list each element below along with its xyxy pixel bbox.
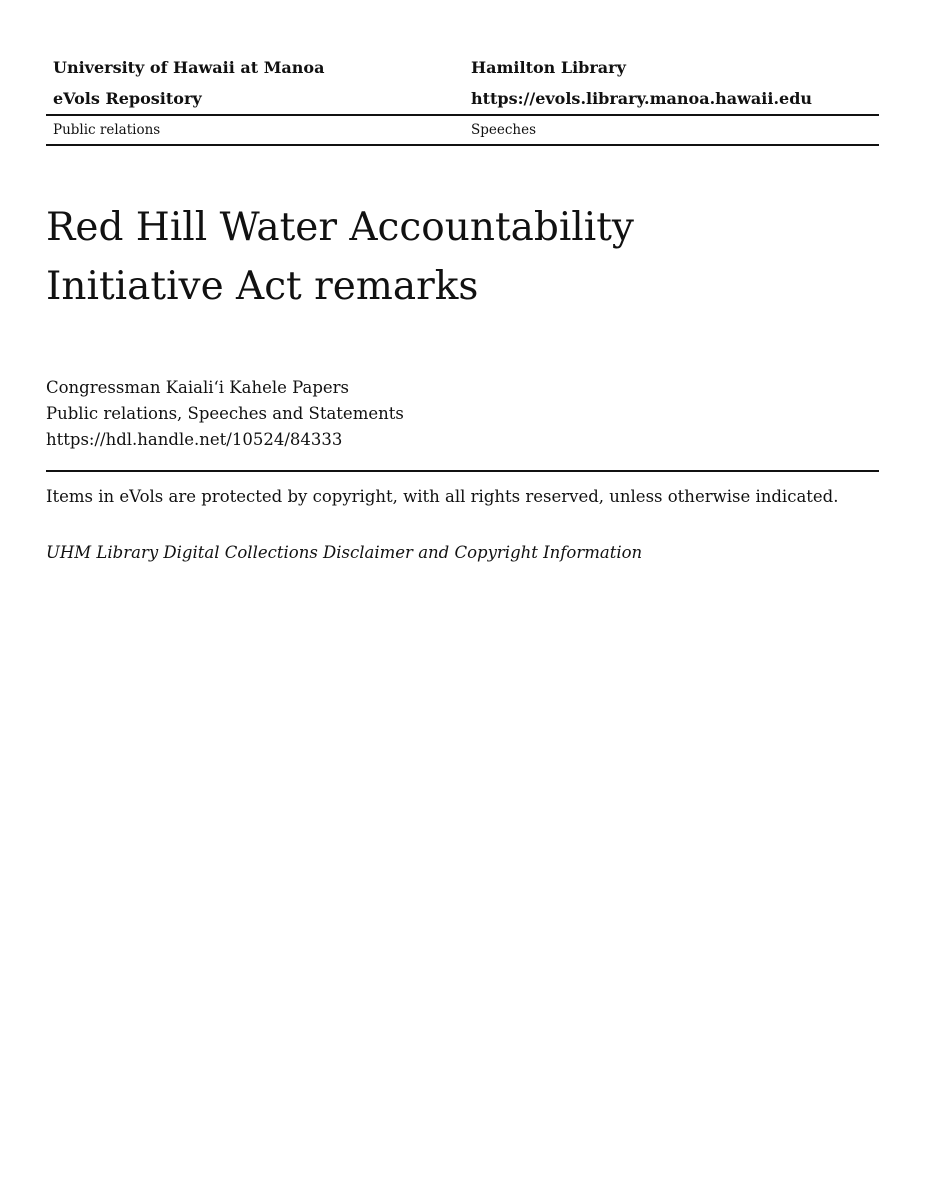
document-title bbox=[46, 198, 666, 316]
header-row-1 bbox=[46, 52, 879, 83]
header-divider-bottom bbox=[46, 144, 879, 146]
rights-notice: Items in eVols are protected by copyright, with all rights reserved, unless otherwise indicated. bbox=[46, 487, 839, 506]
series-name: Public relations, Speeches and Statements bbox=[46, 404, 404, 423]
cover-page bbox=[46, 52, 879, 565]
category-left: Public relations bbox=[53, 122, 161, 138]
repository-name: eVols Repository bbox=[53, 89, 202, 108]
header-row-2 bbox=[46, 83, 879, 114]
header-table bbox=[46, 52, 879, 146]
document-metadata bbox=[46, 375, 879, 453]
disclaimer-link[interactable]: UHM Library Digital Collections Disclaimer and Copyright Information bbox=[46, 543, 643, 562]
title-line-2: Initiative Act remarks bbox=[46, 264, 479, 309]
repository-url[interactable]: https://evols.library.manoa.hawaii.edu bbox=[471, 89, 813, 108]
footer-divider bbox=[46, 470, 879, 472]
library-name: Hamilton Library bbox=[471, 58, 626, 77]
institution-name: University of Hawaii at Manoa bbox=[53, 58, 325, 77]
title-line-1: Red Hill Water Accountability bbox=[46, 205, 634, 250]
category-row bbox=[46, 116, 879, 144]
handle-link[interactable]: https://hdl.handle.net/10524/84333 bbox=[46, 430, 343, 449]
category-right: Speeches bbox=[471, 122, 537, 138]
collection-name: Congressman Kaiali‘i Kahele Papers bbox=[46, 378, 350, 397]
